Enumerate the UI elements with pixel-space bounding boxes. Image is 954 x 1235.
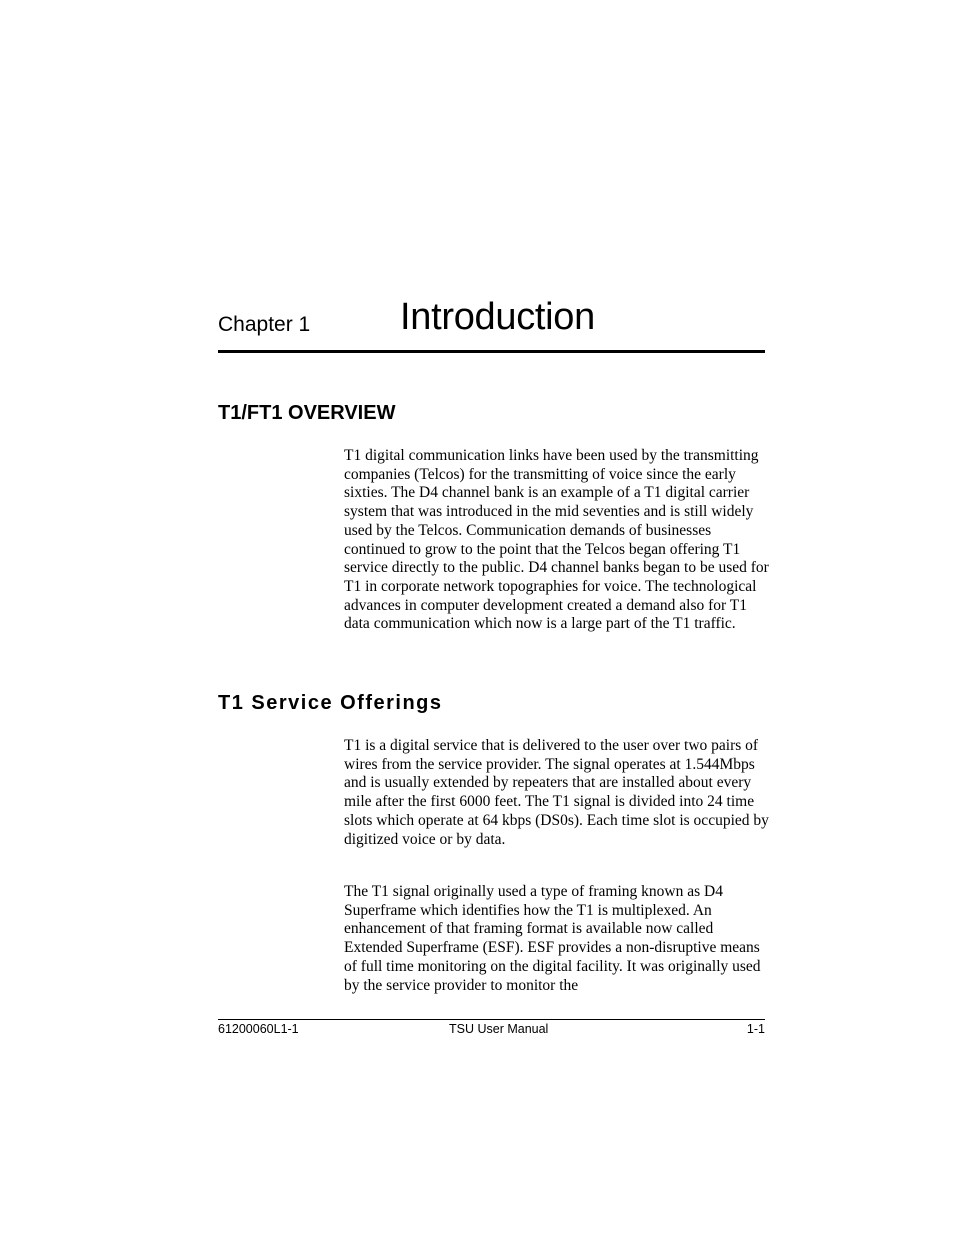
section-heading-service-offerings: T1 Service Offerings (218, 692, 443, 714)
footer-doc-number: 61200060L1-1 (218, 1022, 299, 1036)
footer-divider (218, 1019, 765, 1020)
paragraph-overview: T1 digital communication links have been used by the transmitting companies (Telcos) for the transmitting of voice since the early sixties. The D4 channel bank is an example of a T1 digital carrier system that was introduced in the mid seventies and is still widely used by the Telcos. Communication demands of businesses continued to grow to the point that the Telcos began offering T1 service directly to the public. D4 channel banks began to be used for T1 in corporate network topographies for voice. The technological advances in computer development created a demand also for T1 data communication which now is a large part of the T1 traffic. (344, 447, 769, 633)
footer-manual-title: TSU User Manual (449, 1022, 549, 1036)
chapter-title: Introduction (400, 296, 595, 338)
paragraph-service-2: The T1 signal originally used a type of framing known as D4 Superframe which identifies how the T1 is multiplexed. An enhancement of that framing format is available now called Extended Superframe (ESF). ESF provides a non-disruptive means of full time monitoring on the digital facility. It was originally used by the service provider to monitor the (344, 883, 761, 994)
footer-page-number: 1-1 (746, 1022, 765, 1036)
chapter-label: Chapter 1 (218, 313, 311, 336)
chapter-divider (218, 350, 765, 353)
paragraph-service-1: T1 is a digital service that is delivered to the user over two pairs of wires from the service provider. The signal operates at 1.544Mbps and is usually extended by repeaters that are installed about every mile after the first 6000 feet. The T1 signal is divided into 24 time slots which operate at 64 kbps (DS0s). Each time slot is occupied by digitized voice or by data. (344, 737, 769, 848)
section-heading-overview: T1/FT1 OVERVIEW (218, 402, 396, 424)
